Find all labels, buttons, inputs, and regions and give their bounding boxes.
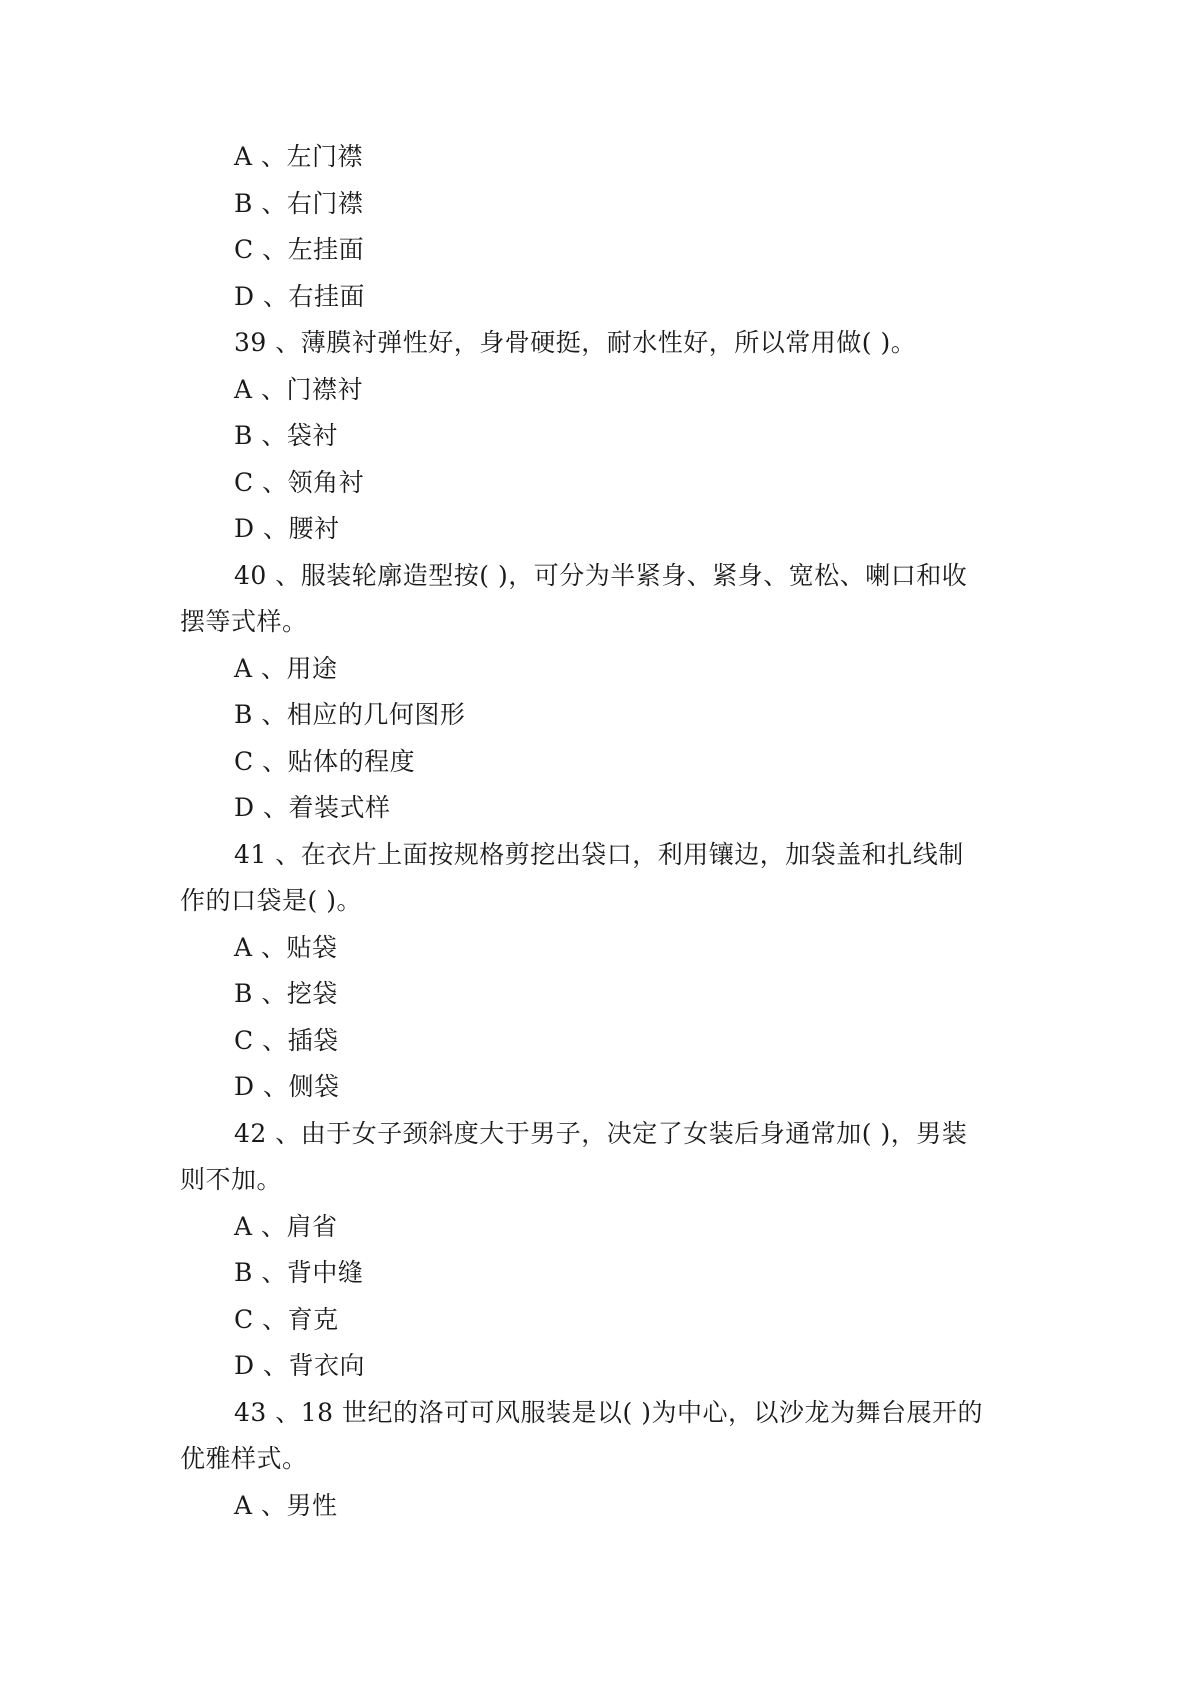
option-line: A 、门襟衬	[234, 374, 364, 404]
question-line: 43 、18 世纪的洛可可风服装是以( )为中心，以沙龙为舞台展开的	[234, 1397, 983, 1427]
question-line: 40 、服装轮廓造型按( )，可分为半紧身、紧身、宽松、喇口和收	[234, 560, 968, 590]
option-line: D 、腰衬	[234, 514, 340, 543]
option-line: D 、着装式样	[234, 793, 391, 822]
option-line: D 、背衣向	[234, 1351, 365, 1380]
option-line: B 、右门襟	[234, 188, 364, 218]
option-line: A 、男性	[234, 1490, 338, 1520]
option-line: D 、右挂面	[234, 281, 365, 311]
option-line: B 、挖袋	[234, 979, 338, 1008]
option-line: B 、袋衬	[234, 421, 338, 450]
option-line: C 、插袋	[234, 1025, 339, 1055]
option-line: D 、侧袋	[234, 1072, 340, 1101]
option-line: C 、贴体的程度	[234, 746, 416, 776]
question-continuation: 则不加。	[180, 1165, 283, 1194]
question-continuation: 摆等式样。	[180, 607, 308, 636]
option-line: A 、左门襟	[234, 142, 364, 171]
question-line: 41 、在衣片上面按规格剪挖出袋口，利用镶边，加袋盖和扎线制	[234, 839, 964, 869]
question-continuation: 优雅样式。	[180, 1444, 308, 1473]
option-line: C 、育克	[234, 1304, 339, 1334]
question-continuation: 作的口袋是( )。	[180, 886, 362, 915]
question-line: 42 、由于女子颈斜度大于男子，决定了女装后身通常加( )，男装	[234, 1118, 968, 1148]
option-line: C 、左挂面	[234, 235, 365, 264]
option-line: A 、用途	[234, 653, 338, 683]
option-line: C 、领角衬	[234, 467, 365, 497]
option-line: B 、背中缝	[234, 1258, 364, 1287]
question-block	[180, 134, 1020, 1529]
question-line: 39 、薄膜衬弹性好，身骨硬挺，耐水性好，所以常用做( )。	[234, 328, 917, 357]
option-line: A 、肩省	[234, 1211, 338, 1241]
option-line: A 、贴袋	[234, 932, 338, 962]
option-line: B 、相应的几何图形	[234, 700, 466, 729]
